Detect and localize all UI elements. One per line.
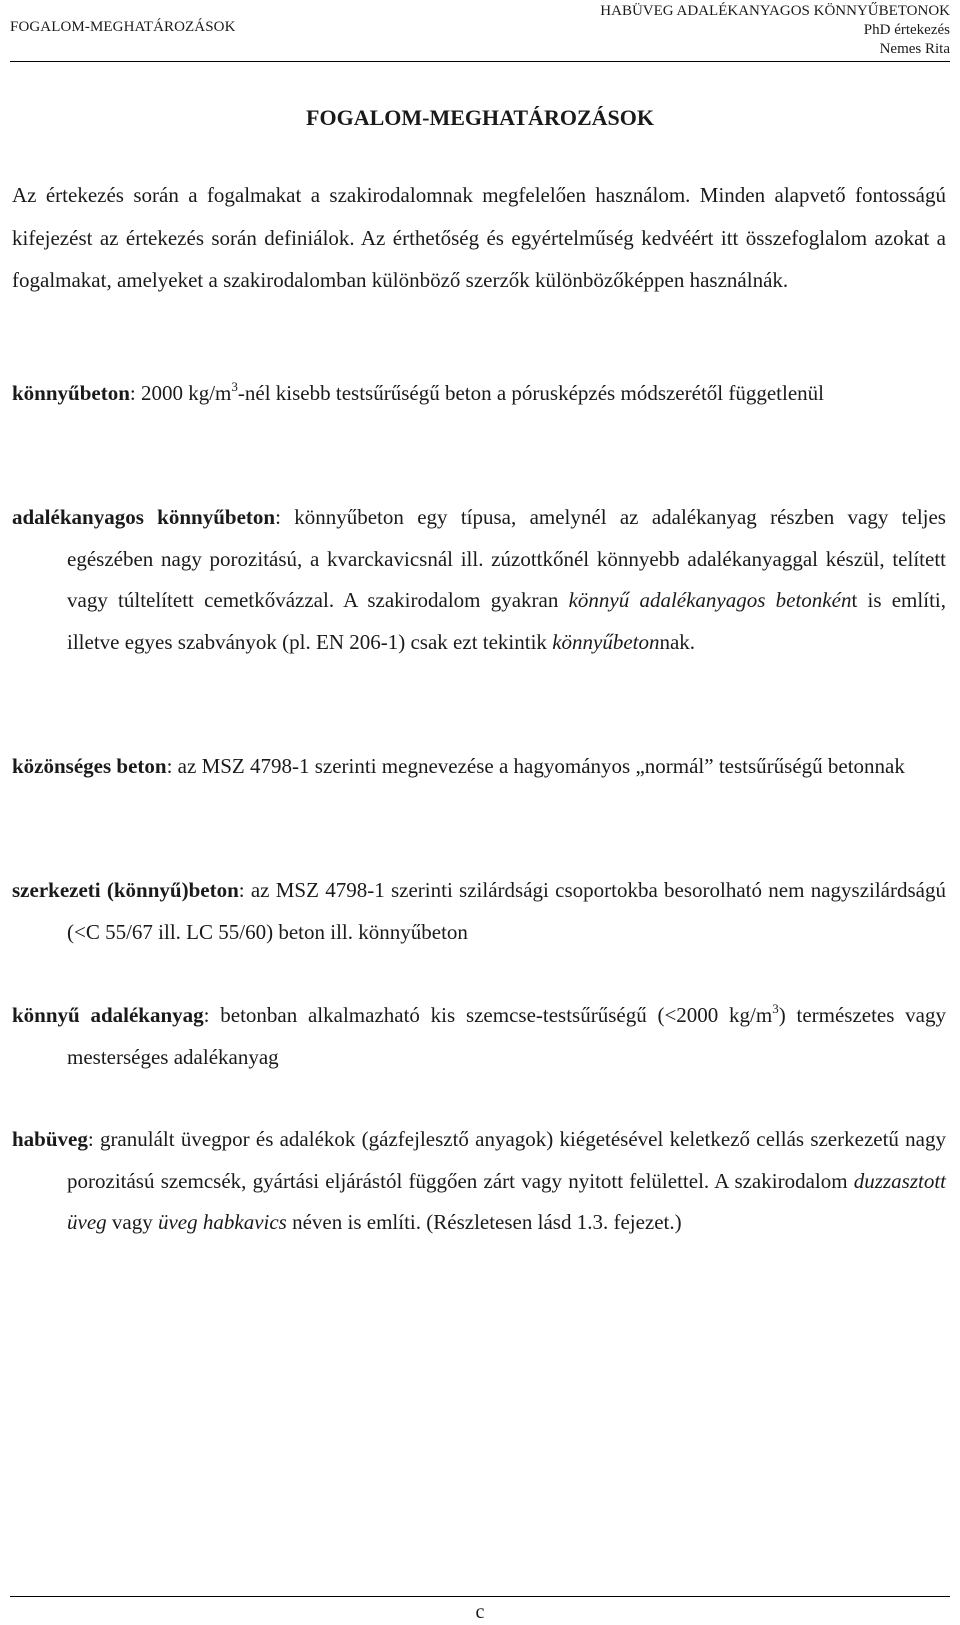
definition-term: szerkezeti (könnyű)beton [12,878,239,902]
definition-italic: üveg habkavics [157,1210,287,1234]
header-author: Nemes Rita [879,41,950,57]
definition-kozonseges-beton [12,746,946,788]
definition-term: könnyű adalékanyag [12,1003,204,1027]
definition-text: : az MSZ 4798-1 szerinti megnevezése a hagyományos „normál” testsűrűségű betonnak [166,754,905,778]
intro-paragraph: Az értekezés során a fogalmakat a szakirodalomnak megfelelően használom. Minden alapvető fontosságú kifejezést az értekezés során definiálok. Az érthetőség és egyértelműség kedvéért itt összefoglalom azokat a fogalmakat, amelyeket a szakirodalomban különböző szerzők különbözőképpen használnák. [12,183,946,292]
header-thesis-type: PhD értekezés [863,22,950,38]
definition-italic: könnyűbeton [552,629,660,654]
definition-italic: könnyű adalékanyagos betonkén [568,588,852,612]
definition-konnyubeton [12,373,946,415]
definition-szerkezeti-beton [12,870,946,953]
definition-term: közönséges beton [12,754,167,778]
definition-term: adalékanyagos könnyűbeton [12,505,276,529]
header-thesis-title: HABÜVEG ADALÉKANYAGOS KÖNNYŰBETONOK [600,3,950,19]
page-title: FOGALOM-MEGHATÁROZÁSOK [306,105,654,130]
header-right-block [600,2,950,59]
definition-text: nak. [659,629,696,654]
definition-text: : könnyűbeton egy típusa, amelynél az adalékanyag részben vagy teljes egészében nagy porozitású, a kvarckavicsnál ill. zúzottkőnél könnyebb adalékanyaggal készül, telített vagy túltelített cemetkővázzal. A szakirodalom gyakran [67,505,946,612]
definition-text: : 2000 kg/m [129,381,232,405]
header-left-title: FOGALOM-MEGHATÁROZÁSOK [10,19,236,35]
definition-adalekanyagos-konnyubeton [12,497,946,663]
definition-term: könnyűbeton [12,381,130,405]
definition-text: : betonban alkalmazható kis szemcse-testsűrűségű (<2000 kg/m [203,1003,773,1027]
definition-habuveg [12,1119,946,1244]
definition-text: néven is említi. (Részletesen lásd 1.3. fejezet.) [286,1210,682,1234]
definition-text: vagy [106,1210,158,1234]
footer-divider [10,1596,950,1597]
page-number: c [475,1601,485,1623]
definition-text: : granulált üvegpor és adalékok (gázfejlesztő anyagok) kiégetésével keletkező cellás szerkezetű nagy porozitású szemcsék, gyártási eljárástól függően zárt vagy nyitott felülettel. A szakirodalom [67,1127,946,1193]
definition-text: : az MSZ 4798-1 szerinti szilárdsági csoportokba besorolható nem nagyszilárdságú (<C 55/67 ill. LC 55/60) beton ill. könnyűbeton [67,878,946,944]
superscript: 3 [772,1001,779,1016]
header-divider [10,61,950,62]
definition-italic: duzzasztott üveg [67,1168,946,1234]
definition-text: t is említi, illetve egyes szabványok (pl. EN 206-1) csak ezt tekintik [67,588,946,654]
definition-term: habüveg [12,1127,88,1151]
definition-konnyu-adalekanyag [12,995,946,1078]
superscript: 3 [231,379,238,394]
definition-text: ) természetes vagy mesterséges adalékanyag [67,1003,946,1069]
definition-text: -nél kisebb testsűrűségű beton a pórusképzés módszerétől függetlenül [237,381,824,405]
